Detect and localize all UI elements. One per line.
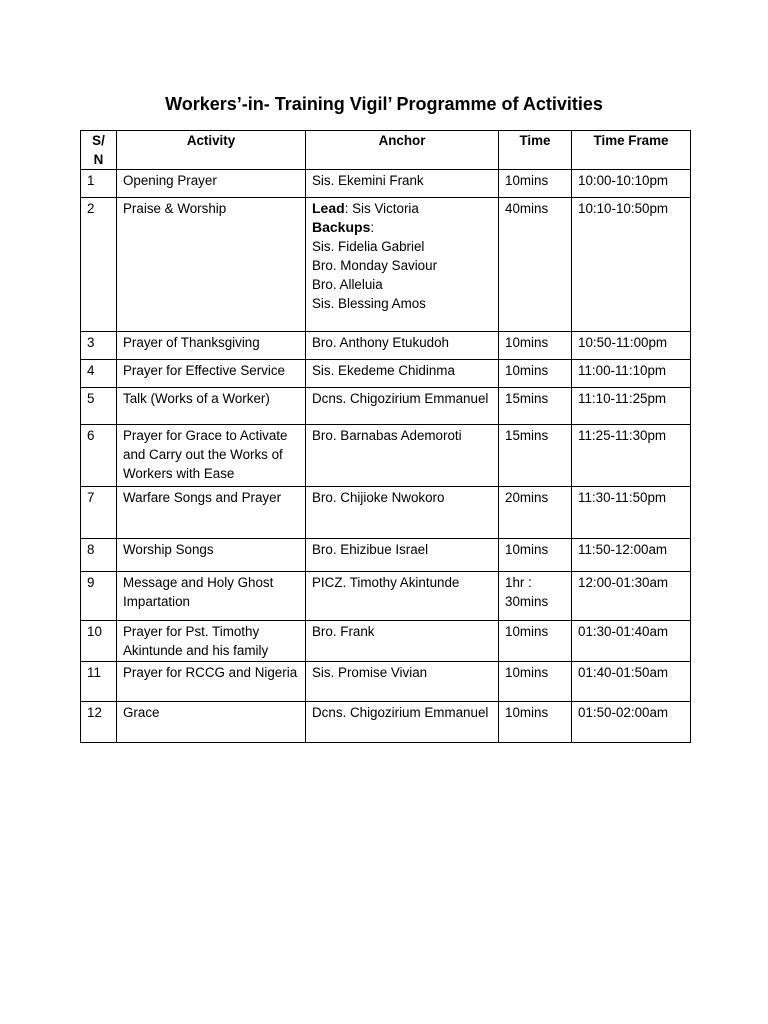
row-anchor: PICZ. Timothy Akintunde — [306, 572, 499, 621]
row-anchor: Sis. Ekedeme Chidinma — [306, 360, 499, 388]
backups-line — [312, 218, 492, 237]
row-time-frame: 10:10-10:50pm — [572, 198, 691, 332]
lead-label: Lead — [312, 200, 345, 216]
table-row — [81, 662, 691, 702]
row-activity: Warfare Songs and Prayer — [117, 487, 306, 539]
header-anchor: Anchor — [306, 131, 499, 170]
backups-colon: : — [370, 220, 375, 235]
table-row — [81, 360, 691, 388]
row-time: 10mins — [499, 360, 572, 388]
row-activity: Praise & Worship — [117, 198, 306, 332]
table-row — [81, 198, 691, 332]
row-anchor: Bro. Ehizibue Israel — [306, 539, 499, 572]
row-anchor: Bro. Barnabas Ademoroti — [306, 425, 499, 487]
header-time-frame: Time Frame — [572, 131, 691, 170]
row-time: 10mins — [499, 702, 572, 743]
row-anchor: Sis. Promise Vivian — [306, 662, 499, 702]
row-activity: Prayer for Effective Service — [117, 360, 306, 388]
row-time-frame: 12:00-01:30am — [572, 572, 691, 621]
row-time: 10mins — [499, 662, 572, 702]
row-anchor: Bro. Frank — [306, 621, 499, 662]
row-time: 40mins — [499, 198, 572, 332]
table-row — [81, 539, 691, 572]
row-activity: Message and Holy Ghost Impartation — [117, 572, 306, 621]
backup-name: Sis. Blessing Amos — [312, 296, 426, 311]
row-sn: 7 — [81, 487, 117, 539]
table-header-row — [81, 131, 691, 170]
row-time-frame: 10:50-11:00pm — [572, 332, 691, 360]
backup-name: Bro. Monday Saviour — [312, 258, 438, 273]
row-activity: Grace — [117, 702, 306, 743]
row-time-frame: 11:50-12:00am — [572, 539, 691, 572]
table-row — [81, 621, 691, 662]
row-anchor: Sis. Ekemini Frank — [306, 170, 499, 198]
row-time-frame: 11:00-11:10pm — [572, 360, 691, 388]
lead-value: : Sis Victoria — [344, 201, 419, 216]
row-time: 1hr : 30mins — [499, 572, 572, 621]
row-sn: 1 — [81, 170, 117, 198]
table-row — [81, 332, 691, 360]
row-sn: 5 — [81, 388, 117, 425]
programme-table — [80, 130, 691, 743]
row-sn: 4 — [81, 360, 117, 388]
row-time-frame: 01:50-02:00am — [572, 702, 691, 743]
row-anchor: Bro. Chijioke Nwokoro — [306, 487, 499, 539]
row-time-frame: 11:25-11:30pm — [572, 425, 691, 487]
row-activity: Opening Prayer — [117, 170, 306, 198]
row-time: 20mins — [499, 487, 572, 539]
row-activity: Prayer of Thanksgiving — [117, 332, 306, 360]
table-row — [81, 702, 691, 743]
row-time-frame: 11:10-11:25pm — [572, 388, 691, 425]
row-time: 10mins — [499, 332, 572, 360]
header-time: Time — [499, 131, 572, 170]
backup-name: Bro. Alleluia — [312, 277, 383, 292]
table-row — [81, 388, 691, 425]
row-sn: 11 — [81, 662, 117, 702]
header-activity: Activity — [117, 131, 306, 170]
row-time-frame: 01:40-01:50am — [572, 662, 691, 702]
backups-label: Backups — [312, 219, 371, 235]
row-sn: 9 — [81, 572, 117, 621]
row-sn: 6 — [81, 425, 117, 487]
row-sn: 2 — [81, 198, 117, 332]
table-row — [81, 572, 691, 621]
row-time: 10mins — [499, 170, 572, 198]
row-anchor: Dcns. Chigozirium Emmanuel — [306, 388, 499, 425]
row-activity: Worship Songs — [117, 539, 306, 572]
backup-name: Sis. Fidelia Gabriel — [312, 239, 425, 254]
row-anchor — [306, 198, 499, 332]
row-time-frame: 01:30-01:40am — [572, 621, 691, 662]
table-row — [81, 487, 691, 539]
row-activity: Prayer for RCCG and Nigeria — [117, 662, 306, 702]
table-row — [81, 170, 691, 198]
row-activity: Prayer for Grace to Activate and Carry out the Works of Workers with Ease — [117, 425, 306, 487]
row-time-frame: 10:00-10:10pm — [572, 170, 691, 198]
row-activity: Prayer for Pst. Timothy Akintunde and his family — [117, 621, 306, 662]
row-sn: 10 — [81, 621, 117, 662]
row-anchor: Bro. Anthony Etukudoh — [306, 332, 499, 360]
table-row — [81, 425, 691, 487]
row-time: 10mins — [499, 621, 572, 662]
row-sn: 3 — [81, 332, 117, 360]
row-sn: 8 — [81, 539, 117, 572]
document-title: Workers’-in- Training Vigil’ Programme of Activities — [165, 94, 603, 114]
row-time-frame: 11:30-11:50pm — [572, 487, 691, 539]
row-time: 10mins — [499, 539, 572, 572]
row-time: 15mins — [499, 425, 572, 487]
header-sn: S/ N — [81, 131, 117, 170]
lead-line — [312, 199, 492, 218]
row-sn: 12 — [81, 702, 117, 743]
row-time: 15mins — [499, 388, 572, 425]
row-anchor: Dcns. Chigozirium Emmanuel — [306, 702, 499, 743]
row-activity: Talk (Works of a Worker) — [117, 388, 306, 425]
